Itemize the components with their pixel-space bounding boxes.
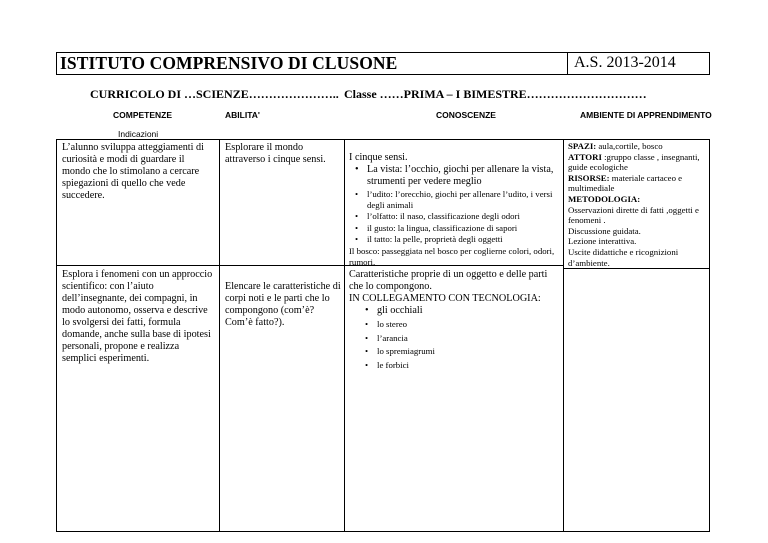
school-year: A.S. 2013-2014 (574, 54, 676, 71)
row1-competenza: L’alunno sviluppa atteggiamenti di curiosità e modi di guardare il mondo che lo stimolano a cercare spiegazioni di quello che vede succedere. (62, 142, 204, 201)
list-item: • lo spremiagrumi (359, 346, 561, 357)
row1-conoscenze-outro: Il bosco: passeggiata nel bosco per coglierne colori, odori, rumori. (349, 245, 555, 267)
list-item: • gli occhiali (359, 305, 561, 317)
table-top (56, 139, 710, 140)
row2-conoscenze (349, 269, 561, 370)
curriculum-subject: CURRICOLO DI …SCIENZE………………….. (90, 87, 339, 101)
risorse-label: RISORSE: (568, 172, 610, 183)
row2-competenza: Esplora i fenomeni con un approccio scientifico: con l’aiuto dell’insegnante, dei compagni, in modo autonomo, osserva e descrive lo svolgersi dei fatti, formula domande, anche sulla base di ipotesi personali, propone e realizza semplici esperimenti. (62, 269, 213, 364)
attori-label: ATTORI (568, 151, 602, 162)
col-divider-1 (219, 139, 220, 532)
row1-conoscenze-intro: I cinque sensi. (349, 152, 408, 163)
class-period: Classe ……PRIMA – I BIMESTRE………………………… (344, 87, 647, 101)
table-bottom (56, 531, 710, 532)
uscite-value: Uscite didattiche e ricognizioni d’ambiente. (568, 246, 679, 268)
col-header-conoscenze: CONOSCENZE (436, 110, 496, 120)
col-header-ambiente: AMBIENTE DI APPRENDIMENTO (580, 110, 712, 120)
border-header-divider (567, 52, 568, 74)
row1-conoscenze (349, 152, 559, 267)
list-item: • l’olfatto: il naso, classificazione degli odori (349, 211, 559, 222)
list-item: • l’udito: l’orecchio, giochi per allenare l’udito, i versi degli animali (349, 189, 559, 210)
risorse-value: materiale cartaceo e multimediale (568, 172, 683, 194)
list-item: • l’arancia (359, 333, 561, 344)
ambiente-metodologia (568, 194, 706, 205)
row2-conoscenze-intro: Caratteristiche proprie di un oggetto e delle parti che lo compongono. (349, 269, 548, 292)
col-divider-3 (563, 139, 564, 532)
ambiente-attori (568, 152, 706, 173)
border-left (56, 52, 57, 74)
list-item: • il gusto: la lingua, classificazione di sapori (349, 223, 559, 234)
ambiente-cell-bottom (563, 268, 710, 269)
spazi-value: aula,cortile, bosco (596, 141, 663, 151)
list-item: • La vista: l’occhio, giochi per allenare la vista, strumenti per vedere meglio (349, 164, 559, 188)
ambiente-di-apprendimento (568, 141, 706, 268)
border-header-bottom (56, 74, 710, 75)
row2-conoscenze-link: IN COLLEGAMENTO CON TECNOLOGIA: (349, 293, 541, 304)
col-divider-2 (344, 139, 345, 532)
lezione-value: Lezione interattiva. (568, 236, 637, 247)
col-header-competenze: COMPETENZE (113, 110, 173, 120)
metodologia-value: Osservazioni dirette di fatti ,oggetti e fenomeni . (568, 204, 699, 226)
border-right (709, 52, 710, 74)
indicazioni-label: Indicazioni (118, 129, 159, 139)
school-name: ISTITUTO COMPRENSIVO DI CLUSONE (60, 53, 398, 73)
attori-value: :gruppo classe , insegnanti, guide ecologiche (568, 151, 700, 173)
metodologia-label: METODOLOGIA: (568, 193, 641, 204)
spazi-label: SPAZI: (568, 141, 597, 151)
list-item: • le forbici (359, 360, 561, 371)
discussione-value: Discussione guidata. (568, 225, 641, 236)
ambiente-risorse (568, 173, 706, 194)
row1-abilita: Esplorare il mondo attraverso i cinque sensi. (225, 142, 326, 165)
table-right (709, 139, 710, 532)
list-item: • lo stereo (359, 319, 561, 330)
ambiente-spazi (568, 141, 706, 152)
col-header-abilita: ABILITA' (225, 110, 260, 120)
table-left (56, 139, 57, 532)
list-item: • il tatto: la pelle, proprietà degli oggetti (349, 234, 559, 245)
row2-abilita: Elencare le caratteristiche di corpi noti e le parti che lo compongono (com’è? Com’è fatto?). (225, 281, 341, 328)
